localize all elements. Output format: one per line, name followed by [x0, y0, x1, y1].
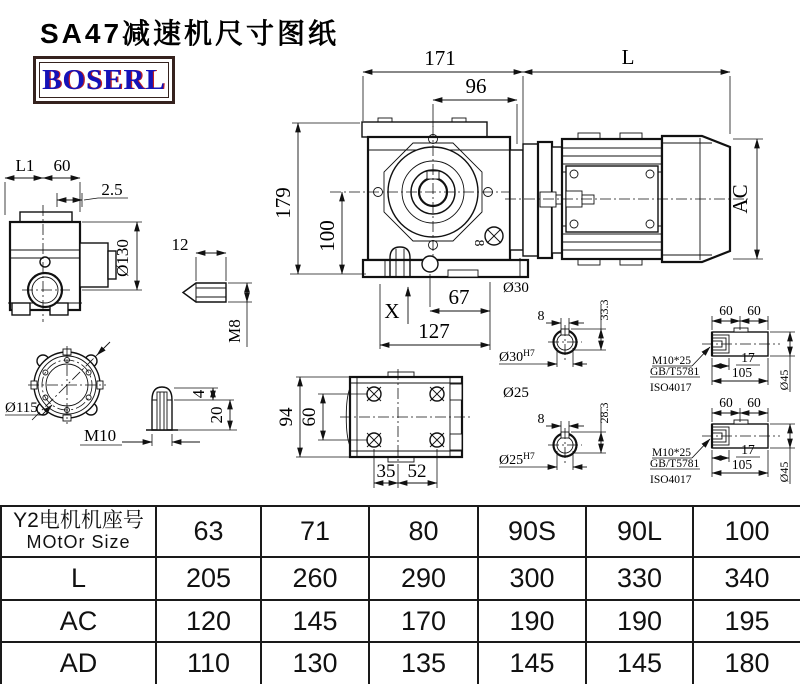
cell-L-80: 290	[369, 557, 478, 600]
dim-94-label: 94	[276, 407, 297, 427]
dim-100-label: 100	[315, 220, 339, 252]
shaft2-dim-60a: 60	[719, 395, 733, 410]
shaft-detail-2	[650, 395, 795, 486]
dim-L1-label: L1	[15, 156, 35, 175]
cell-AC-80: 170	[369, 600, 478, 642]
cell-AD-80: 135	[369, 642, 478, 684]
row-label-AD: AD	[1, 642, 156, 684]
side-view	[8, 205, 116, 322]
dim-28p3-label: 28.3	[597, 402, 611, 424]
row-label-AC: AC	[1, 600, 156, 642]
column-71: 71	[261, 506, 369, 557]
bore-o30h7-label	[499, 349, 535, 365]
cell-AC-90s: 190	[478, 600, 586, 642]
cell-AC-90l: 190	[586, 600, 693, 642]
dim-L-label: L	[621, 45, 635, 69]
header-cn: Y2电机机座号	[13, 509, 144, 533]
cell-AD-100: 180	[693, 642, 800, 684]
dim-52-label: 52	[407, 461, 427, 482]
shaft1-std2-label: ISO4017	[650, 382, 692, 394]
cell-AD-63: 110	[156, 642, 261, 684]
cell-AD-71: 130	[261, 642, 369, 684]
cell-AC-71: 145	[261, 600, 369, 642]
dim-M8-label: M8	[225, 319, 244, 343]
shaft2-std2-label: ISO4017	[650, 474, 692, 486]
shaft1-dim-60a: 60	[719, 303, 733, 318]
column-80: 80	[369, 506, 478, 557]
dim-o130-label: Ø130	[113, 239, 132, 277]
dim-key8-o30-label: 8	[537, 309, 545, 324]
cell-AC-63: 120	[156, 600, 261, 642]
table-row-AC	[1, 600, 800, 642]
dim-o115-label: Ø115	[5, 400, 38, 416]
column-63: 63	[156, 506, 261, 557]
dim-2p5-label: 2.5	[101, 180, 123, 199]
dim-M10-label: M10	[84, 426, 117, 445]
header-en: MOtOr Size	[26, 532, 131, 553]
shaft1-dim-105: 105	[731, 365, 753, 380]
shaft1-dim-60b: 60	[747, 303, 761, 318]
dim-171-label: 171	[424, 46, 456, 70]
cell-L-100: 340	[693, 557, 800, 600]
shaft2-screw-label: M10*25	[652, 447, 691, 459]
dim-179-label: 179	[271, 187, 295, 219]
shaft2-std1-label: GB/T5781	[650, 458, 700, 470]
shaft1-dim-o45: Ø45	[777, 369, 791, 391]
shaft1-screw-label: M10*25	[652, 355, 691, 367]
dim-12-label: 12	[171, 235, 189, 254]
column-100: 100	[693, 506, 800, 557]
table-header-row	[1, 506, 800, 557]
cell-AD-90l: 145	[586, 642, 693, 684]
cell-L-71: 260	[261, 557, 369, 600]
dim-33p3-label: 33.3	[597, 299, 611, 321]
top-view	[276, 369, 470, 488]
brand-logo-text: BOSERL	[42, 63, 166, 96]
table-header-cell	[1, 506, 156, 557]
bore-o25h7-label	[499, 452, 535, 468]
column-90l: 90L	[586, 506, 693, 557]
table-row-AD	[1, 642, 800, 684]
shaft2-dim-o45: Ø45	[777, 461, 791, 483]
shaft2-dim-60b: 60	[747, 395, 761, 410]
bore-o30-fit: H7	[523, 349, 535, 359]
dim-key8-o25-label: 8	[537, 412, 545, 427]
section-o30-title: Ø30	[503, 280, 529, 296]
dim-96-label: 96	[465, 74, 487, 98]
bore-section-o25	[499, 385, 611, 470]
dim-AC-label: AC	[728, 184, 752, 214]
cell-AD-90s: 145	[478, 642, 586, 684]
bore-o25-fit: H7	[523, 452, 535, 462]
shaft2-dim-17: 17	[741, 442, 755, 457]
m10-screw-detail	[80, 387, 237, 446]
shaft1-dim-17: 17	[741, 350, 755, 365]
row-label-L: L	[1, 557, 156, 600]
flange-view	[5, 342, 110, 424]
bore-o25-value: Ø25	[499, 453, 524, 468]
shaft-detail-1	[650, 303, 795, 394]
dim-67-label: 67	[448, 285, 470, 309]
table-row-L	[1, 557, 800, 600]
dim-20-label: 20	[207, 406, 226, 424]
cell-L-63: 205	[156, 557, 261, 600]
section-o25-title: Ø25	[503, 385, 529, 401]
dim-X-label: X	[384, 299, 400, 323]
cell-L-90s: 300	[478, 557, 586, 600]
m8-plug-detail	[172, 235, 253, 347]
dim-8-side-label: 8	[472, 239, 487, 247]
bore-o30-value: Ø30	[499, 350, 524, 365]
shaft1-std1-label: GB/T5781	[650, 366, 700, 378]
cell-L-90l: 330	[586, 557, 693, 600]
dim-35-label: 35	[376, 461, 396, 482]
page-title: SA47减速机尺寸图纸	[40, 18, 340, 49]
motor-size-table	[0, 505, 800, 684]
dim-4-label: 4	[189, 389, 208, 399]
shaft2-dim-105: 105	[731, 457, 753, 472]
dim-127-label: 127	[418, 319, 450, 343]
dim-60-top-label: 60	[299, 407, 320, 427]
bore-section-o30	[499, 280, 611, 367]
cell-AC-100: 195	[693, 600, 800, 642]
dim-60-side-label: 60	[53, 156, 71, 175]
column-90s: 90S	[478, 506, 586, 557]
front-view	[330, 118, 748, 277]
